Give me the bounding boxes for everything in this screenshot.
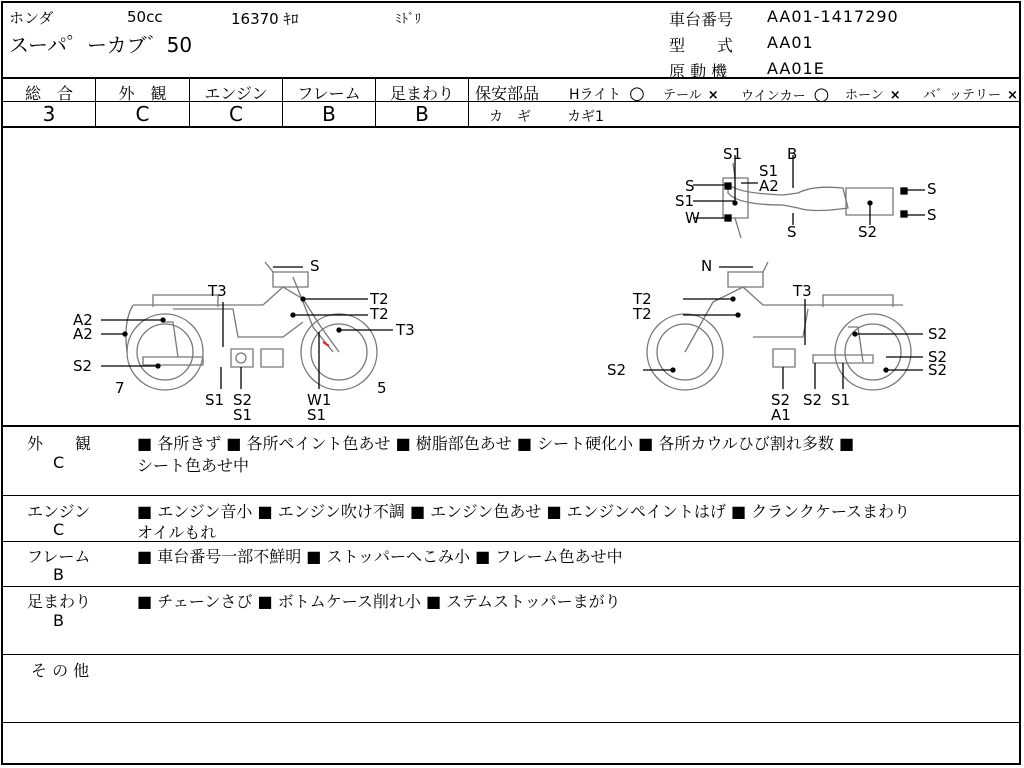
safety-label: 保安部品 — [475, 84, 540, 103]
svg-text:S2: S2 — [73, 357, 93, 375]
svg-text:T2: T2 — [370, 305, 389, 323]
grade-frame-value: B — [322, 102, 336, 126]
svg-text:S1: S1 — [233, 406, 253, 424]
safety-item-headlight: Hライト ○ — [569, 83, 645, 104]
svg-text:S2: S2 — [607, 361, 627, 379]
svg-text:S2: S2 — [771, 391, 791, 409]
grade-suspension-label: 足まわり — [389, 84, 454, 103]
svg-text:S: S — [685, 177, 695, 195]
grade-suspension-value: B — [415, 102, 429, 126]
other-label: そ の 他 — [31, 661, 90, 680]
remark-exterior-text-2: シート色あせ中 — [137, 456, 250, 475]
divider — [3, 495, 1019, 496]
key-value: カギ1 — [567, 109, 604, 125]
safety-item-battery: バ゛ッテリー × — [923, 88, 1018, 103]
divider — [3, 541, 1019, 542]
remark-suspension-text: ■ チェーンさび ■ ボトムケース削れ小 ■ ステムストッパーまがり — [137, 592, 621, 611]
remark-engine-grade: C — [53, 520, 65, 539]
grade-exterior-label: 外 観 — [118, 84, 167, 103]
safety-item-horn: ホーン × — [845, 88, 901, 103]
remark-frame-label: フレーム — [27, 547, 91, 566]
svg-text:7: 7 — [115, 379, 125, 397]
safety-item-winker: ウインカー ○ — [741, 84, 830, 105]
maker: ホンダ — [9, 9, 54, 27]
divider — [3, 586, 1019, 587]
grade-engine-label: エンジン — [204, 84, 268, 103]
divider — [468, 78, 469, 128]
svg-text:T3: T3 — [208, 282, 227, 300]
safety-item-tail: テール × — [663, 88, 719, 103]
divider — [3, 77, 1019, 79]
svg-text:S1: S1 — [307, 406, 327, 424]
frame-no-label: 車台番号 — [669, 10, 734, 29]
svg-text:N: N — [701, 257, 713, 275]
svg-text:S2: S2 — [233, 391, 253, 409]
mileage: 16370 ｷﾛ — [231, 10, 299, 28]
svg-text:S1: S1 — [723, 145, 743, 163]
displacement: 50cc — [127, 8, 163, 26]
svg-text:W: W — [685, 209, 700, 227]
svg-text:W1: W1 — [307, 391, 332, 409]
svg-text:5: 5 — [377, 379, 387, 397]
remark-exterior-label: 外 観 — [27, 434, 92, 453]
frame-no: AA01-1417290 — [767, 7, 899, 26]
bike-left-side-diagram — [3, 127, 503, 425]
svg-text:S2: S2 — [803, 391, 823, 409]
svg-text:S2: S2 — [858, 223, 878, 241]
svg-text:S: S — [927, 206, 937, 224]
divider — [3, 722, 1019, 723]
svg-text:S2: S2 — [928, 361, 948, 379]
remark-engine-text-2: オイルもれ — [137, 523, 217, 542]
key-label: カ ギ — [489, 109, 531, 125]
divider — [3, 425, 1019, 427]
svg-text:S: S — [787, 223, 797, 241]
svg-text:S2: S2 — [928, 348, 948, 366]
svg-text:S: S — [927, 180, 937, 198]
remark-frame-text: ■ 車台番号一部不鮮明 ■ ストッパーへこみ小 ■ フレーム色あせ中 — [137, 547, 623, 566]
svg-text:A1: A1 — [771, 406, 791, 424]
grade-engine-value: C — [229, 102, 243, 126]
svg-text:T3: T3 — [793, 282, 812, 300]
svg-text:B: B — [787, 145, 798, 163]
remark-engine-text: ■ エンジン音小 ■ エンジン吹け不調 ■ エンジン色あせ ■ エンジンペイントはげ ■ クランクケースまわり — [137, 502, 911, 521]
svg-text:A2: A2 — [73, 325, 93, 343]
svg-text:S1: S1 — [759, 162, 779, 180]
svg-text:S1: S1 — [205, 391, 225, 409]
remark-exterior-text: ■ 各所きず ■ 各所ペイント色あせ ■ 樹脂部色あせ ■ シート硬化小 ■ 各所カウルひび割れ多数 ■ — [137, 434, 855, 453]
remark-frame-grade: B — [53, 565, 64, 584]
grade-overall-label: 総 合 — [24, 84, 73, 103]
model-name: スーパ゜ーカブ゛50 — [9, 33, 193, 57]
grade-overall-value: 3 — [42, 102, 56, 126]
type-label: 型 式 — [669, 36, 734, 55]
svg-text:T2: T2 — [633, 305, 652, 323]
svg-text:S: S — [310, 257, 320, 275]
grade-exterior-value: C — [135, 102, 150, 126]
svg-text:T2: T2 — [370, 290, 389, 308]
svg-text:A2: A2 — [759, 177, 779, 195]
inspection-sheet — [1, 1, 1021, 765]
remark-suspension-grade: B — [53, 611, 64, 630]
color: ﾐﾄﾞﾘ — [395, 12, 421, 27]
svg-text:S1: S1 — [831, 391, 851, 409]
svg-text:S1: S1 — [675, 192, 695, 210]
grade-frame-label: フレーム — [297, 84, 361, 103]
remark-engine-label: エンジン — [27, 502, 91, 521]
remark-suspension-label: 足まわり — [27, 592, 92, 611]
divider — [3, 654, 1019, 655]
remark-exterior-grade: C — [53, 453, 65, 472]
svg-text:A2: A2 — [73, 311, 93, 329]
svg-text:T2: T2 — [633, 290, 652, 308]
bike-top-view-diagram — [663, 133, 963, 243]
svg-text:S2: S2 — [928, 325, 948, 343]
svg-text:T3: T3 — [396, 321, 415, 339]
type-value: AA01 — [767, 33, 814, 52]
engine-label: 原 動 機 — [669, 62, 728, 81]
engine-value: AA01E — [767, 59, 825, 78]
